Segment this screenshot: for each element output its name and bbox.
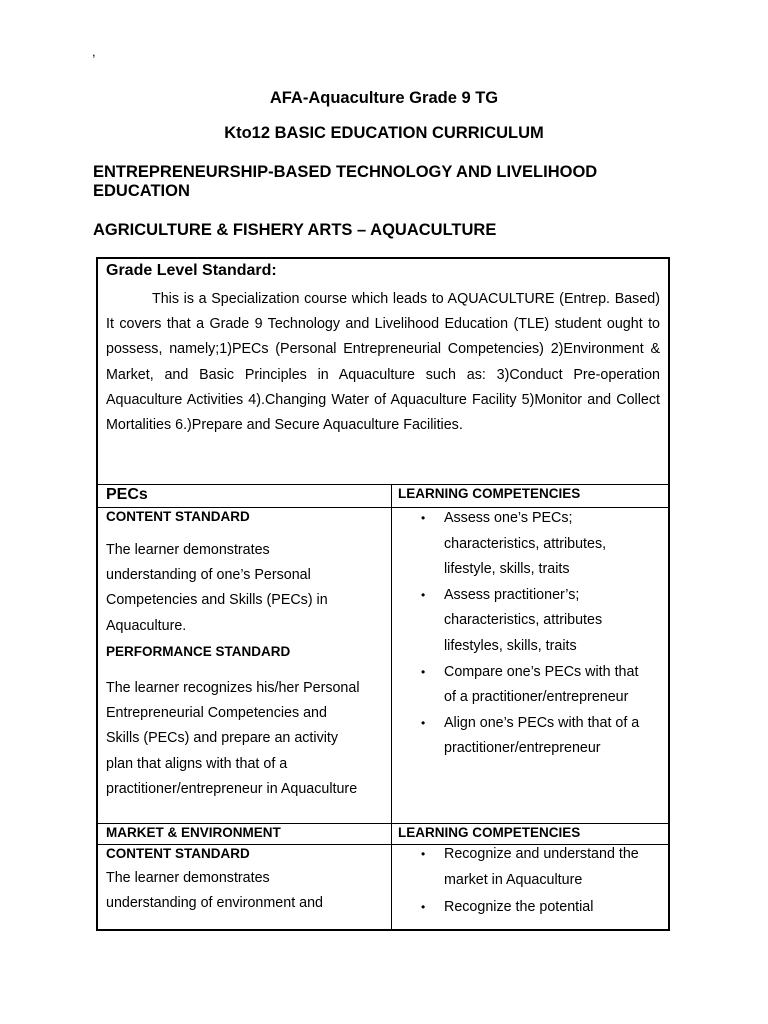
text-line: practitioner/entrepreneur in Aquaculture — [106, 780, 358, 797]
market-competency-list — [416, 842, 666, 921]
text-line: Compare one’s PECs with that — [444, 663, 639, 680]
text-line: understanding of environment and — [106, 895, 323, 912]
pecs-competencies-header: LEARNING COMPETENCIES — [398, 486, 581, 501]
text-line: Competencies and Skills (PECs) in — [106, 592, 328, 609]
table-rule-pecs-top — [98, 484, 668, 485]
pecs-content-standard-label: CONTENT STANDARD — [106, 509, 250, 524]
stray-mark: , — [92, 44, 96, 59]
text-line: practitioner/entrepreneur — [444, 740, 601, 757]
list-item — [416, 895, 666, 921]
program-heading-line2: EDUCATION — [93, 182, 190, 200]
list-item — [416, 660, 666, 711]
list-item — [416, 506, 666, 583]
market-competencies-header: LEARNING COMPETENCIES — [398, 825, 581, 840]
list-item — [416, 842, 666, 893]
text-line: Skills (PECs) and prepare an activity — [106, 730, 339, 747]
text-line: Assess one’s PECs; — [444, 510, 573, 526]
text-line: Entrepreneurial Competencies and — [106, 705, 327, 722]
market-title: MARKET & ENVIRONMENT — [106, 825, 281, 840]
list-item — [416, 711, 666, 762]
text-line: Recognize and understand the — [444, 846, 639, 862]
bullet-icon: • — [421, 847, 426, 861]
text-line: of a practitioner/entrepreneur — [444, 689, 629, 706]
program-heading-line1: ENTREPRENEURSHIP-BASED TECHNOLOGY AND LIVELIHOOD — [93, 163, 598, 181]
pecs-title: PECs — [106, 486, 148, 503]
text-line: lifestyles, skills, traits — [444, 637, 577, 654]
text-line: market in Aquaculture — [444, 871, 583, 888]
text-line: The learner recognizes his/her Personal — [106, 680, 360, 696]
pecs-competency-list — [416, 506, 666, 762]
market-content-standard-text — [106, 866, 386, 916]
list-item — [416, 583, 666, 660]
text-line: Align one’s PECs with that of a — [444, 714, 640, 731]
bullet-icon: • — [421, 900, 426, 915]
curriculum-heading: Kto12 BASIC EDUCATION CURRICULUM — [224, 124, 544, 142]
bullet-icon: • — [421, 511, 426, 525]
table-column-divider — [391, 484, 392, 929]
pecs-performance-standard-label: PERFORMANCE STANDARD — [106, 644, 291, 659]
bullet-icon: • — [421, 664, 426, 679]
text-line: The learner demonstrates — [106, 870, 270, 886]
text-line: characteristics, attributes, — [444, 535, 607, 552]
text-line: Recognize the potential — [444, 899, 594, 916]
text-line: plan that aligns with that of a — [106, 755, 288, 772]
text-line: understanding of one’s Personal — [106, 567, 311, 584]
pecs-performance-standard-text — [106, 676, 386, 802]
text-line: The learner demonstrates — [106, 542, 270, 558]
bullet-icon: • — [421, 715, 426, 730]
pecs-content-standard-text — [106, 538, 386, 639]
text-line: lifestyle, skills, traits — [444, 561, 570, 578]
text-line: Assess practitioner’s; — [444, 586, 580, 603]
text-line: characteristics, attributes — [444, 612, 603, 629]
market-content-standard-label: CONTENT STANDARD — [106, 846, 250, 861]
grade-level-standard-title: Grade Level Standard: — [106, 262, 277, 279]
text-line: Aquaculture. — [106, 617, 187, 634]
document-title: AFA-Aquaculture Grade 9 TG — [269, 89, 499, 107]
bullet-icon: • — [421, 587, 426, 602]
subject-heading: AGRICULTURE & FISHERY ARTS – AQUACULTURE — [93, 221, 497, 239]
table-rule-market-top — [98, 823, 668, 824]
grade-level-standard-body: This is a Specialization course which leads to AQUACULTURE (Entrep. Based) It covers that a Grade 9 Technology and Livelihood Education (TLE) student ought to possess, namely;1)PECs (Personal Entrepreneurial Competencies) 2)Environment & Market, and Basic Principles in Aquaculture such as: 3)Conduct Pre-operation Aquaculture Activities 4).Changing Water of Aquaculture Facility 5)Monitor and Collect Mortalities 6.)Prepare and Secure Aquaculture Facilities. — [106, 291, 660, 434]
